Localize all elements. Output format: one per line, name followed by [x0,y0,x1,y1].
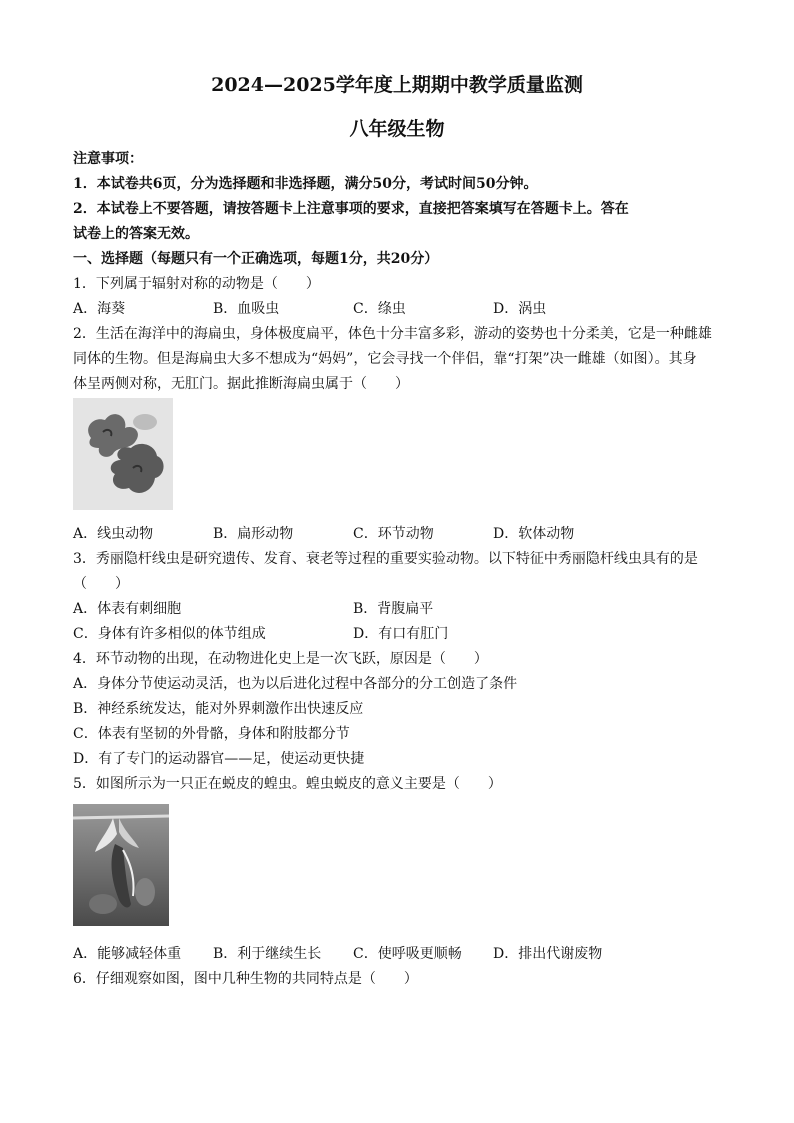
question-6-stem: 6．仔细观察如图，图中几种生物的共同特点是（ ） [73,971,418,987]
question-2-option-c: C．环节动物 [353,526,434,542]
question-4-option-a: A．身体分节使运动灵活，也为以后进化过程中各部分的分工创造了条件 [73,676,518,692]
question-4-option-c: C．体表有坚韧的外骨骼，身体和附肢都分节 [73,726,350,742]
question-3-option-b: B．背腹扁平 [353,601,434,617]
question-5-stem: 5．如图所示为一只正在蜕皮的蝗虫。蝗虫蜕皮的意义主要是（ ） [73,776,502,792]
notice-heading: 注意事项： [73,151,143,167]
exam-subtitle: 八年级生物 [349,118,445,140]
question-5-option-d: D．排出代谢废物 [493,946,603,962]
question-2-option-b: B．扁形动物 [213,526,294,542]
flatworm-photo [73,398,173,510]
locust-molting-photo [73,804,169,926]
question-3-option-a: A．体表有刺细胞 [73,601,182,617]
question-3-option-c: C．身体有许多相似的体节组成 [73,626,266,642]
question-4-option-b: B．神经系统发达，能对外界刺激作出快速反应 [73,701,364,717]
question-4-option-d: D．有了专门的运动器官——足，使运动更快捷 [73,751,365,767]
question-2-option-a: A．线虫动物 [73,526,154,542]
locust-illustration [73,804,169,926]
question-2-line-3: 体呈两侧对称，无肛门。据此推断海扁虫属于（ ） [73,376,409,392]
question-2-option-d: D．软体动物 [493,526,575,542]
notice-item-2-line-1: 2．本试卷上不要答题，请按答题卡上注意事项的要求，直接把答案填写在答题卡上。答在 [73,201,629,217]
section-heading: 一、选择题（每题只有一个正确选项，每题1分，共20分） [73,251,439,267]
question-5-option-a: A．能够减轻体重 [73,946,182,962]
question-5-option-c: C．使呼吸更顺畅 [353,946,462,962]
question-3-line-2: （ ） [73,576,129,592]
question-5-option-b: B．利于继续生长 [213,946,322,962]
question-1-option-d: D．涡虫 [493,301,547,317]
flatworm-illustration [73,398,173,510]
question-4-stem: 4．环节动物的出现，在动物进化史上是一次飞跃，原因是（ ） [73,651,488,667]
question-1-stem: 1．下列属于辐射对称的动物是（ ） [73,276,320,292]
question-1-option-c: C．绦虫 [353,301,406,317]
question-3-line-1: 3．秀丽隐杆线虫是研究遗传、发育、衰老等过程的重要实验动物。以下特征中秀丽隐杆线虫具有的是 [73,551,698,567]
question-2-line-1: 2．生活在海洋中的海扁虫，身体极度扁平，体色十分丰富多彩，游动的姿势也十分柔美，它是一种雌雄 [73,326,712,342]
notice-item-2-line-2: 试卷上的答案无效。 [73,226,199,242]
question-2-line-2: 同体的生物。但是海扁虫大多不想成为“妈妈”，它会寻找一个伴侣，靠“打架”决一雌雄（如图）。其身 [73,351,697,367]
question-3-option-d: D．有口有肛门 [353,626,449,642]
question-1-option-a: A．海葵 [73,301,126,317]
question-1-option-b: B．血吸虫 [213,301,280,317]
exam-title: 2024—2025学年度上期期中教学质量监测 [211,74,583,96]
notice-item-1: 1．本试卷共6页，分为选择题和非选择题，满分50分，考试时间50分钟。 [73,176,538,192]
